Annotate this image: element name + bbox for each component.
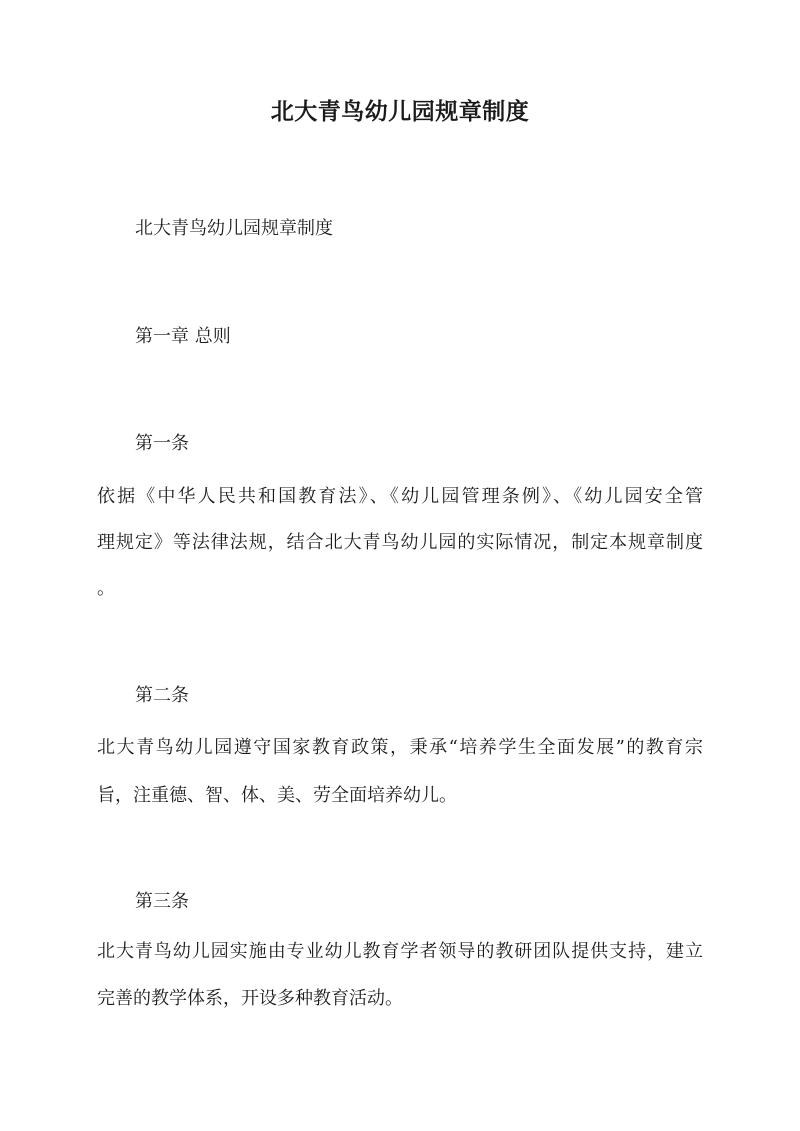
article-3-line-2: 完善的教学体系，开设多种教育活动。	[97, 988, 403, 1009]
article-2-heading: 第二条	[135, 685, 189, 706]
chapter-heading: 第一章 总则	[135, 326, 231, 347]
article-2-line-2: 旨，注重德、智、体、美、劳全面培养幼儿。	[97, 785, 457, 806]
article-2-line-1: 北大青鸟幼儿园遵守国家教育政策，秉承“培养学生全面发展”的教育宗	[97, 737, 703, 758]
document-title: 北大青鸟幼儿园规章制度	[270, 98, 530, 125]
article-1-heading: 第一条	[135, 433, 189, 454]
article-1-line-1: 依据《中华人民共和国教育法》、《幼儿园管理条例》、《幼儿园安全管	[97, 486, 703, 507]
article-3-line-1: 北大青鸟幼儿园实施由专业幼儿教育学者领导的教研团队提供支持，建立	[97, 941, 703, 962]
article-1-line-3: 。	[97, 578, 115, 599]
article-1-line-2: 理规定》等法律法规，结合北大青鸟幼儿园的实际情况，制定本规章制度	[97, 532, 703, 553]
article-3-heading: 第三条	[135, 891, 189, 912]
document-subtitle: 北大青鸟幼儿园规章制度	[135, 218, 333, 239]
